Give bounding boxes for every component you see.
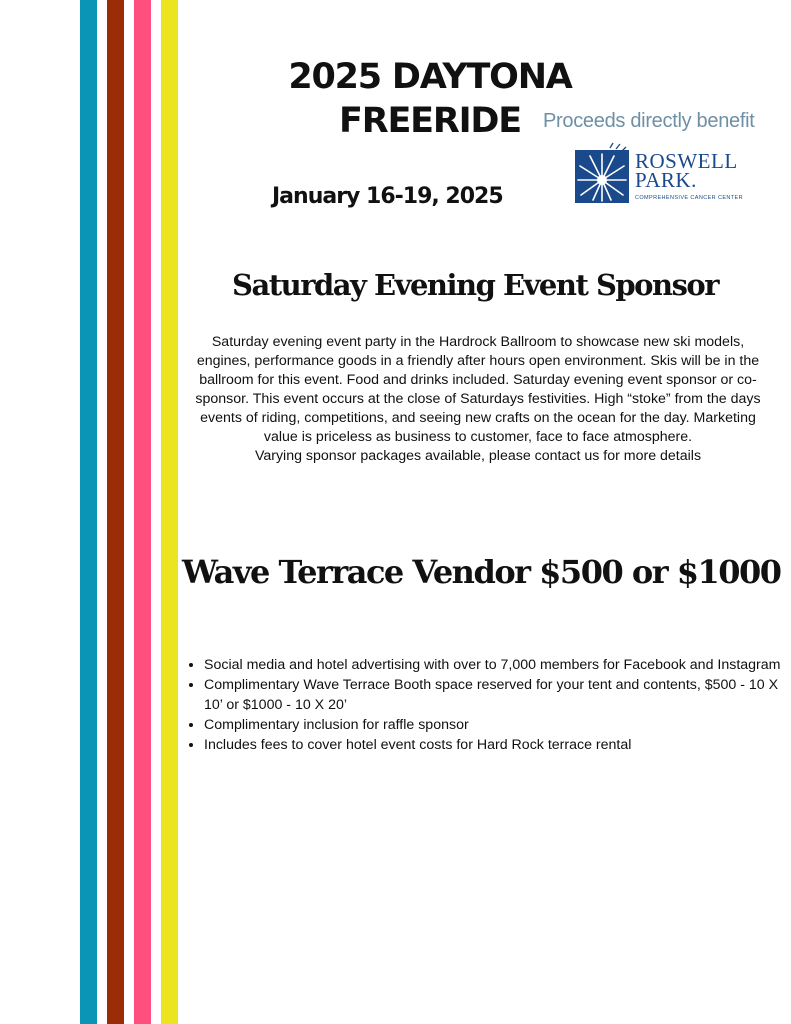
list-item: • Complimentary Wave Terrace Booth space reserved for your tent and contents, $500 - 10 X 10’ or $1000 - 10 X 20’: [204, 675, 791, 715]
list-item: • Complimentary inclusion for raffle sponsor: [204, 715, 791, 735]
stripe-yellow: [161, 0, 178, 1024]
saturday-description: [185, 333, 771, 466]
wave-terrace-benefits-list: [185, 655, 791, 755]
saturday-contact-line: Varying sponsor packages available, please contact us for more details: [254, 448, 702, 464]
logo-name-line2: PARK.: [635, 168, 697, 192]
wave-terrace-heading: Wave Terrace Vendor $500 or $1000: [182, 553, 781, 591]
logo-name: [635, 149, 738, 192]
saturday-sponsor-heading: Saturday Evening Event Sponsor: [232, 268, 719, 302]
beneficiary-tagline: Proceeds directly benefit: [543, 110, 755, 132]
saturday-body-paragraph: Saturday evening event party in the Hardrock Ballroom to showcase new ski models, engines, performance goods in a friendly after hours open environment. Skis will be in the ballroom for this event. Food and drinks included. Saturday evening event sponsor or co-sponsor. This event occurs at the close of Saturdays festivities. High “stoke” from the days events of riding, competitions, and seeing new crafts on the ocean for the day. Marketing value is priceless as business to customer, face to face atmosphere.: [195, 334, 761, 445]
event-date: January 16-19, 2025: [272, 184, 503, 209]
roswell-park-emblem-icon: [572, 142, 632, 208]
roswell-park-logo: [572, 142, 747, 208]
list-item: • Social media and hotel advertising with over to 7,000 members for Facebook and Instagram: [204, 655, 791, 675]
stripe-pink: [134, 0, 151, 1024]
logo-name-line1: ROSWELL: [635, 149, 738, 173]
event-title-line2: FREERIDE: [338, 101, 521, 141]
list-item: • Includes fees to cover hotel event costs for Hard Rock terrace rental: [204, 735, 791, 755]
event-title-line1: 2025 DAYTONA: [288, 57, 572, 97]
logo-subtitle: COMPREHENSIVE CANCER CENTER: [635, 195, 743, 201]
stripe-brown: [107, 0, 124, 1024]
stripe-blue: [80, 0, 97, 1024]
